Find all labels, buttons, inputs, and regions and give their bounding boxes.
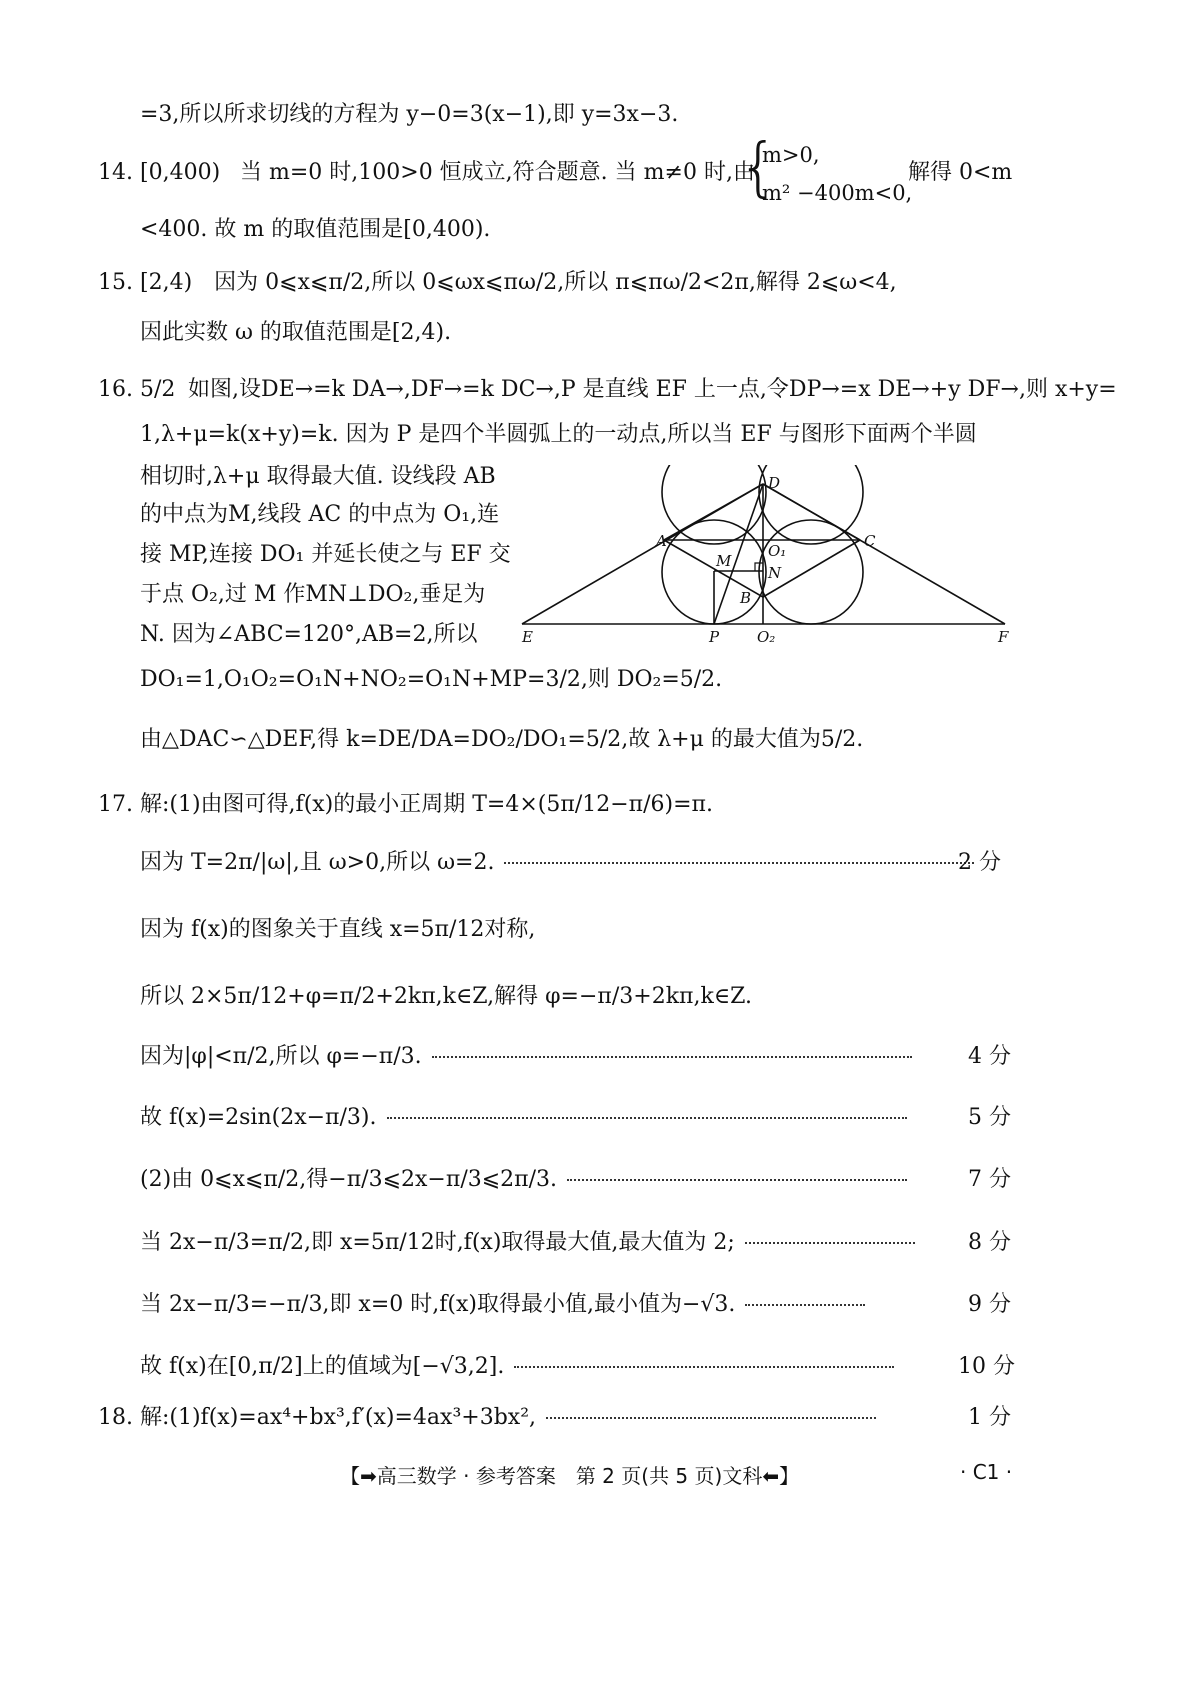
q17-line-5: 因为|φ|<π/2,所以 φ=−π/3. [140, 1042, 922, 1072]
q14-answer: [0,400) [140, 160, 221, 185]
q18-line-1: 18. 解:(1)f(x)=ax⁴+bx³,f′(x)=4ax³+3bx², [98, 1403, 886, 1433]
label-O2: O₂ [757, 628, 776, 646]
q14-system-line-1: m>0, [762, 143, 820, 167]
score-1: 1 分 [968, 1405, 1011, 1430]
label-M: M [716, 552, 732, 570]
label-D: D [768, 474, 781, 492]
page-code: · C1 · [960, 1460, 1013, 1484]
label-A: A [656, 532, 667, 550]
page-footer: 【➡高三数学 · 参考答案 第 2 页(共 5 页)文科⬅】 [340, 1464, 800, 1488]
geometry-figure [520, 465, 1020, 655]
q14-number: 14. [98, 160, 133, 185]
score-10: 10 分 [958, 1354, 1015, 1379]
label-E: E [522, 628, 533, 646]
score-9: 9 分 [968, 1292, 1011, 1317]
score-4: 4 分 [968, 1044, 1011, 1069]
q14-continued: <400. 故 m 的取值范围是[0,400). [140, 217, 491, 242]
q14-system-line-2: m² −400m<0, [762, 181, 913, 205]
q17-line-8: 当 2x−π/3=π/2,即 x=5π/12时,f(x)取得最大值,最大值为 2; [140, 1228, 925, 1258]
q16-line-2: 1,λ+μ=k(x+y)=k. 因为 P 是四个半圆弧上的一动点,所以当 EF 与图形下面两个半圆 [140, 422, 977, 447]
q14-tail: 解得 0<m [908, 160, 1013, 185]
q17-line-3: 因为 f(x)的图象关于直线 x=5π/12对称, [140, 917, 536, 942]
label-P: P [709, 628, 720, 646]
q15-text: [2,4) 因为 0⩽x⩽π/2,所以 0⩽ωx⩽πω/2,所以 π⩽πω/2<2π,解得 2⩽ω<4, [140, 270, 897, 295]
q16-line-6: 于点 O₂,过 M 作MN⊥DO₂,垂足为 [140, 582, 486, 607]
q14-brace: { [738, 131, 779, 205]
label-C: C [864, 532, 876, 550]
q16-text: 如图,设DE→=k DA→,DF→=k DC→,P 是直线 EF 上一点,令DP→=x DE→+y DF→,则 x+y= [188, 377, 1117, 402]
label-F: F [998, 628, 1009, 646]
q16-line-8: DO₁=1,O₁O₂=O₁N+NO₂=O₁N+MP=3/2,则 DO₂=5/2. [140, 667, 723, 692]
q17-line-7: (2)由 0⩽x⩽π/2,得−π/3⩽2x−π/3⩽2π/3. [140, 1165, 917, 1195]
q16-answer: 5/2 [140, 377, 176, 402]
q16-line-9: 由△DAC∽△DEF,得 k=DE/DA=DO₂/DO₁=5/2,故 λ+μ 的最大值为5/2. [140, 727, 864, 752]
q17-line-2: 因为 T=2π/|ω|,且 ω>0,所以 ω=2. [140, 848, 984, 878]
score-2: 2 分 [958, 850, 1001, 875]
q16-number: 16. [98, 377, 133, 402]
q15-continued: 因此实数 ω 的取值范围是[2,4). [140, 320, 452, 345]
text-line-1: =3,所以所求切线的方程为 y−0=3(x−1),即 y=3x−3. [140, 102, 679, 127]
q14-text: 当 m=0 时,100>0 恒成立,符合题意. 当 m≠0 时,由 [240, 160, 755, 185]
q17-line-6: 故 f(x)=2sin(2x−π/3). [140, 1103, 917, 1133]
label-B: B [740, 589, 752, 607]
label-O1: O₁ [768, 542, 787, 560]
q16-line-5: 接 MP,连接 DO₁ 并延长使之与 EF 交 [140, 542, 511, 567]
score-7: 7 分 [968, 1167, 1011, 1192]
q17-line-4: 所以 2×5π/12+φ=π/2+2kπ,k∈Z,解得 φ=−π/3+2kπ,k∈Z. [140, 984, 753, 1009]
q16-line-4: 的中点为M,线段 AC 的中点为 O₁,连 [140, 502, 500, 527]
q17-line-10: 故 f(x)在[0,π/2]上的值域为[−√3,2]. [140, 1352, 904, 1382]
score-5: 5 分 [968, 1105, 1011, 1130]
q16-line-7: N. 因为∠ABC=120°,AB=2,所以 [140, 622, 478, 647]
q15-number: 15. [98, 270, 133, 295]
label-N: N [768, 564, 782, 582]
q16-line-3: 相切时,λ+μ 取得最大值. 设线段 AB [140, 464, 496, 489]
q17-line-9: 当 2x−π/3=−π/3,即 x=0 时,f(x)取得最小值,最小值为−√3. [140, 1290, 875, 1320]
score-8: 8 分 [968, 1230, 1011, 1255]
q17-line-1: 17. 解:(1)由图可得,f(x)的最小正周期 T=4×(5π/12−π/6)=π. [98, 792, 714, 817]
